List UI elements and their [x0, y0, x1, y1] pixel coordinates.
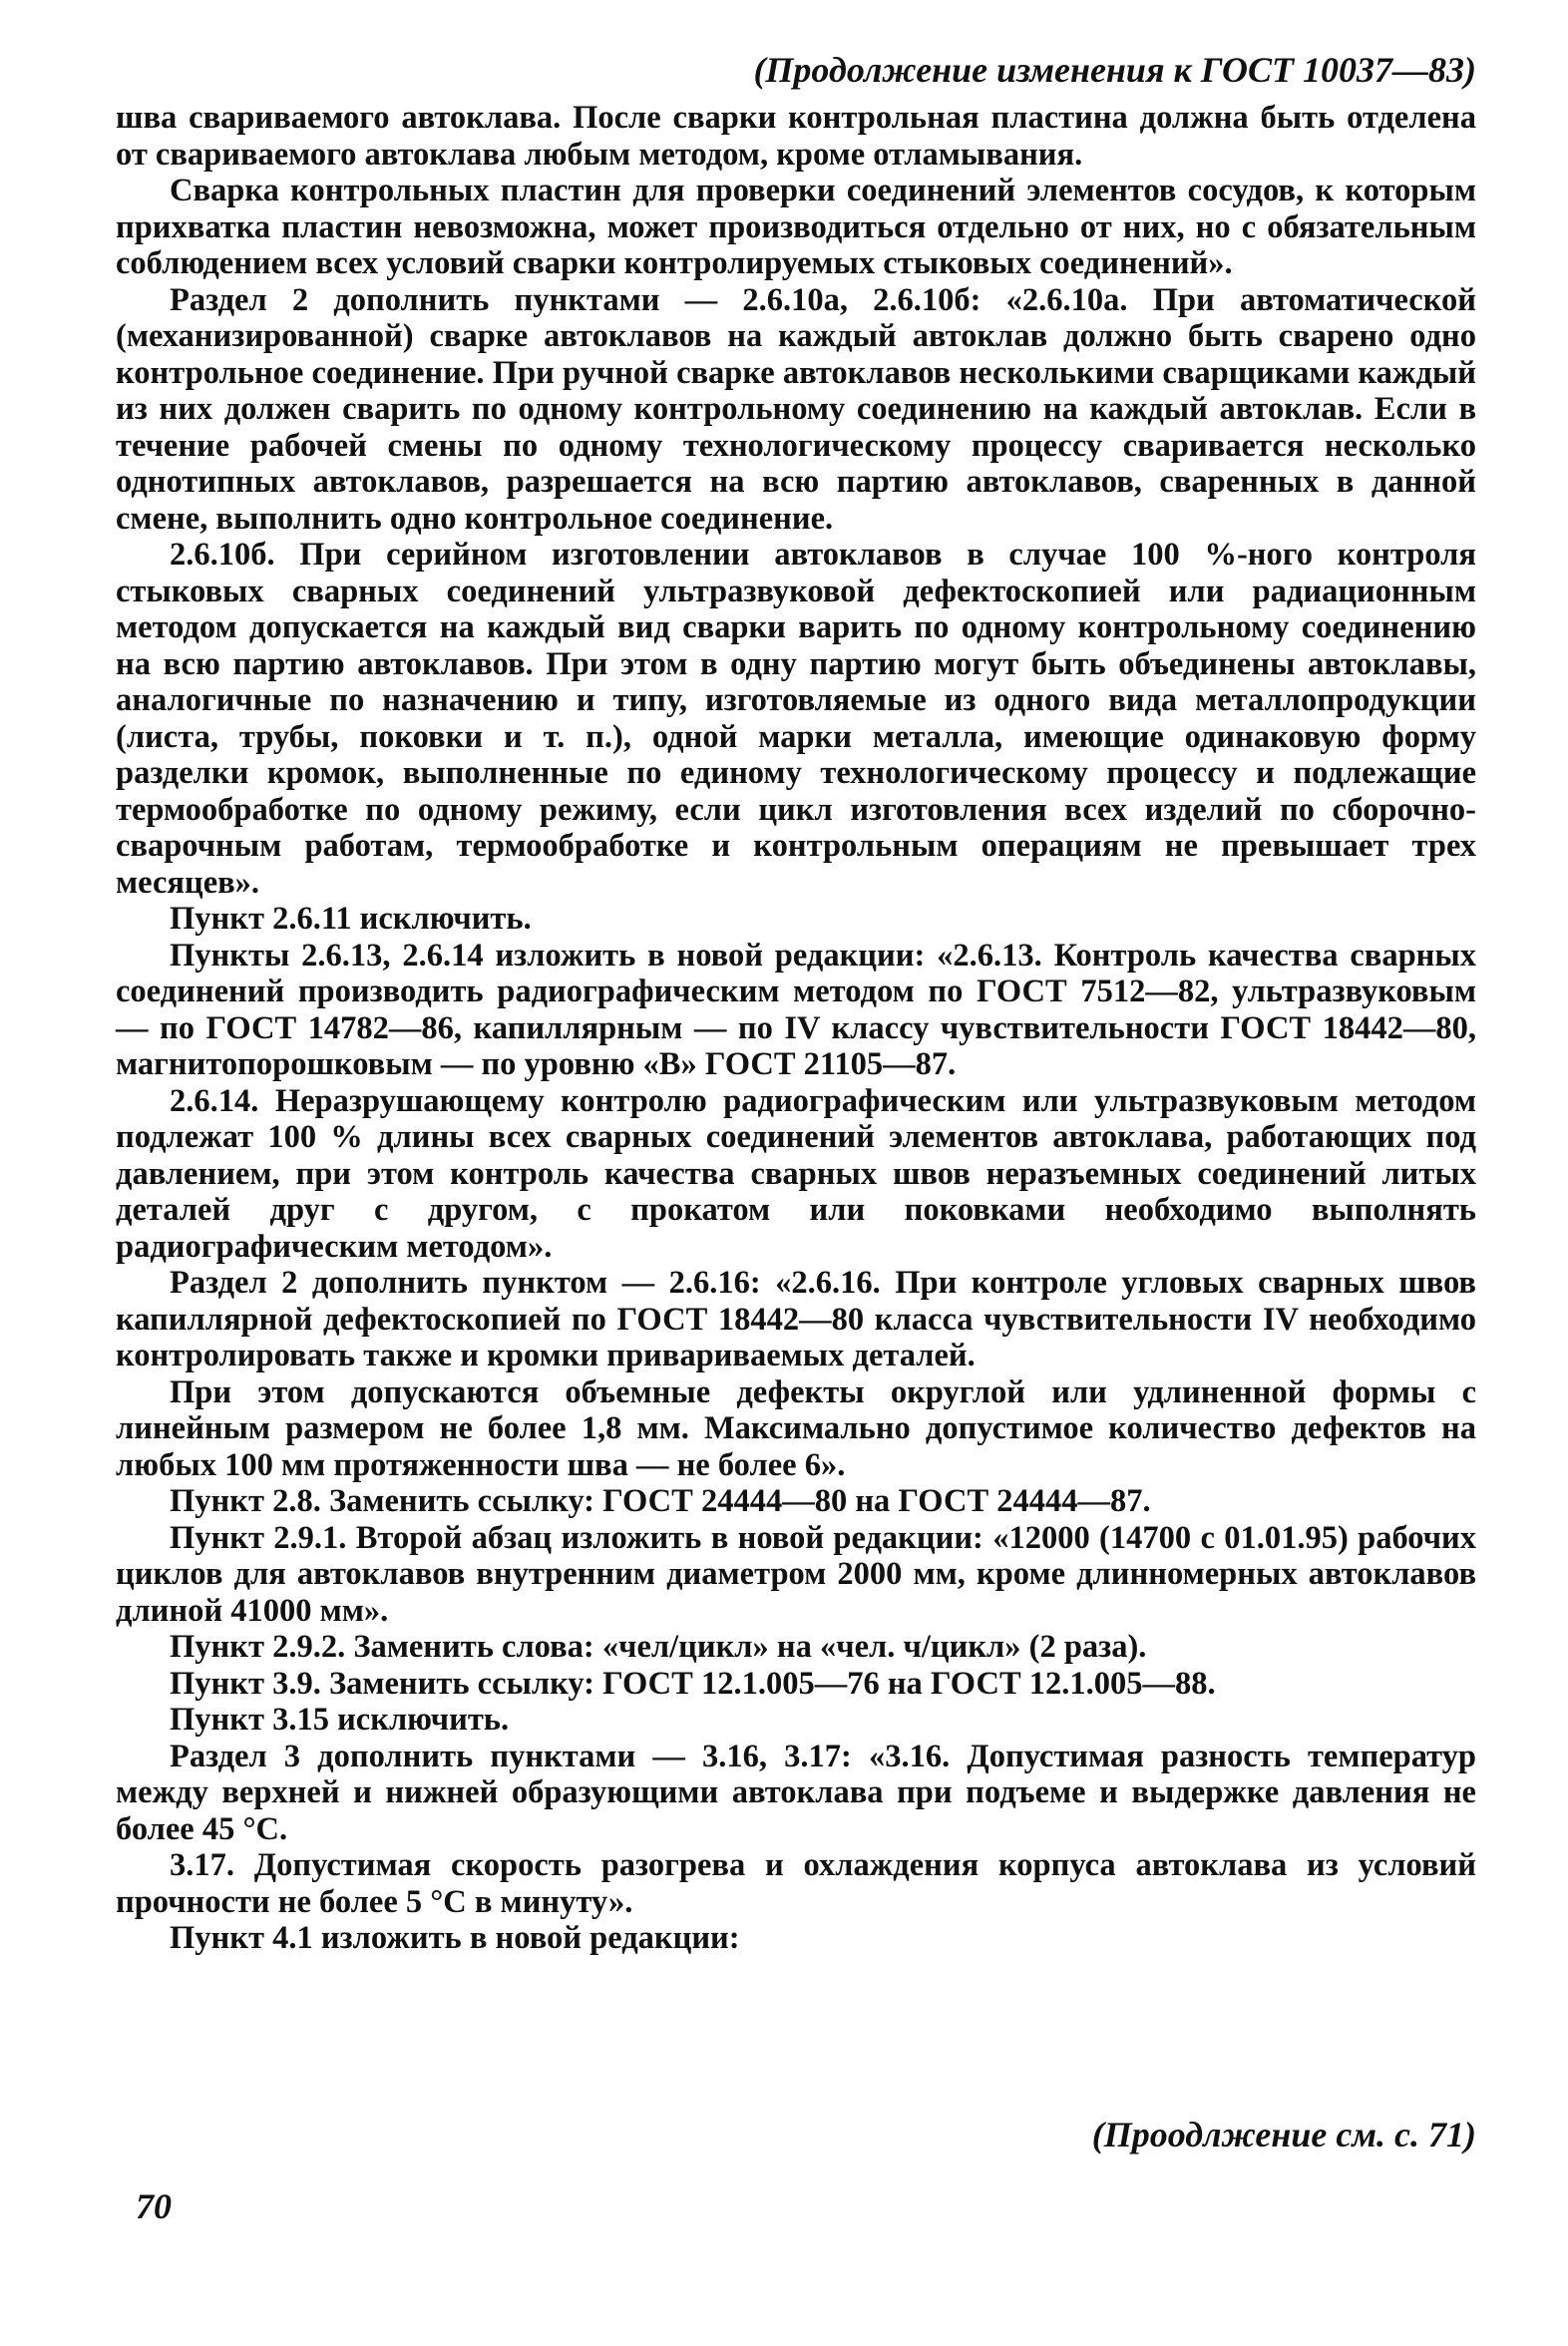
paragraph: Раздел 3 дополнить пунктами — 3.16, 3.17: «3.16. Допустимая разность температур между верхней и нижней образующими автоклава при подъеме и выдержке давления не более 45 °С.: [116, 1738, 1476, 1847]
paragraph: 2.6.10б. При серийном изготовлении автоклавов в случае 100 %-ного контроля стыковых сварных соединений ультразвуковой дефектоскопией или радиационным методом допускается на каждый вид сварки варить по одному контрольному соединению на всю партию автоклавов. При этом в одну партию могут быть объединены автоклавы, аналогичные по назначению и типу, изготовляемые из одного вида металлопродукции (листа, трубы, поковки и т. п.), одной марки металла, имеющие одинаковую форму разделки кромок, выполненные по единому технологическому процессу и подлежащие термообработке по одному режиму, если цикл изготовления всех изделий по сборочно-сварочным работам, термообработке и контрольным операциям не превышает трех месяцев».: [116, 537, 1476, 901]
paragraph: Пункт 4.1 изложить в новой редакции:: [170, 1920, 740, 1956]
paragraph: 2.6.14. Неразрушающему контролю радиографическим или ультразвуковым методом подлежат 100 % длины всех сварных соединений элементов автоклава, работающих под давлением, при этом контроль качества сварных швов неразъемных соединений литых деталей друг с другом, с прокатом или поковками необходимо выполнять радиографическим методом».: [116, 1082, 1476, 1265]
paragraph: Пункт 3.9. Заменить ссылку: ГОСТ 12.1.005—76 на ГОСТ 12.1.005—88.: [170, 1665, 1216, 1702]
paragraph: Пункт 3.15 исключить.: [170, 1702, 510, 1738]
paragraph: При этом допускаются объемные дефекты округлой или удлиненной формы с линейным размером не более 1,8 мм. Максимально допустимое количество дефектов на любых 100 мм протяженности шва — не более 6».: [116, 1373, 1476, 1483]
paragraph: Пункт 2.9.1. Второй абзац изложить в новой редакции: «12000 (14700 с 01.01.95) рабочих циклов для автоклавов внутренним диаметром 2000 мм, кроме длинномерных автоклавов длиной 41000 мм».: [116, 1519, 1476, 1629]
paragraph: Пункты 2.6.13, 2.6.14 изложить в новой редакции: «2.6.13. Контроль качества сварных соединений производить радиографическим методом по ГОСТ 7512—82, ультразвуковым — по ГОСТ 14782—86, капиллярным — по IV классу чувствительности ГОСТ 18442—80, магнитопорошковым — по уровню «В» ГОСТ 21105—87.: [116, 937, 1476, 1082]
paragraph: 3.17. Допустимая скорость разогрева и охлаждения корпуса автоклава из условий прочности не более 5 °С в минуту».: [116, 1847, 1476, 1920]
paragraph: Пункт 2.6.11 исключить.: [170, 901, 532, 937]
page-number: 70: [136, 2186, 172, 2226]
continuation-note: (Проодлжение см. с. 71): [1091, 2115, 1476, 2154]
paragraph: Раздел 2 дополнить пунктом — 2.6.16: «2.6.16. При контроле угловых сварных швов капиллярной дефектоскопией по ГОСТ 18442—80 класса чувствительности IV необходимо контролировать также и кромки привариваемых деталей.: [116, 1265, 1476, 1373]
paragraph: шва свариваемого автоклава. После сварки контрольная пластина должна быть отделена от свариваемого автоклава любым методом, кроме отламывания.: [116, 100, 1476, 173]
paragraph: Пункт 2.8. Заменить ссылку: ГОСТ 24444—80 на ГОСТ 24444—87.: [170, 1483, 1151, 1519]
paragraph: Сварка контрольных пластин для проверки соединений элементов сосудов, к которым прихватка пластин невозможна, может производиться отдельно от них, но с обязательным соблюдением всех условий сварки контролируемых стыковых соединений».: [116, 173, 1476, 281]
paragraph: Пункт 2.9.2. Заменить слова: «чел/цикл» на «чел. ч/цикл» (2 раза).: [170, 1629, 1147, 1665]
paragraph: Раздел 2 дополнить пунктами — 2.6.10а, 2.6.10б: «2.6.10а. При автоматической (механизированной) сварке автоклавов на каждый автоклав должно быть сварено одно контрольное соединение. При ручной сварке автоклавов несколькими сварщиками каждый из них должен сварить по одному контрольному соединению на каждый автоклав. Если в течение рабочей смены по одному технологическому процессу сваривается несколько однотипных автоклавов, разрешается на всю партию автоклавов, сваренных в данной смене, выполнить одно контрольное соединение.: [116, 281, 1476, 537]
document-body: [116, 100, 1476, 1957]
running-header: (Продолжение изменения к ГОСТ 10037—83): [753, 50, 1476, 90]
